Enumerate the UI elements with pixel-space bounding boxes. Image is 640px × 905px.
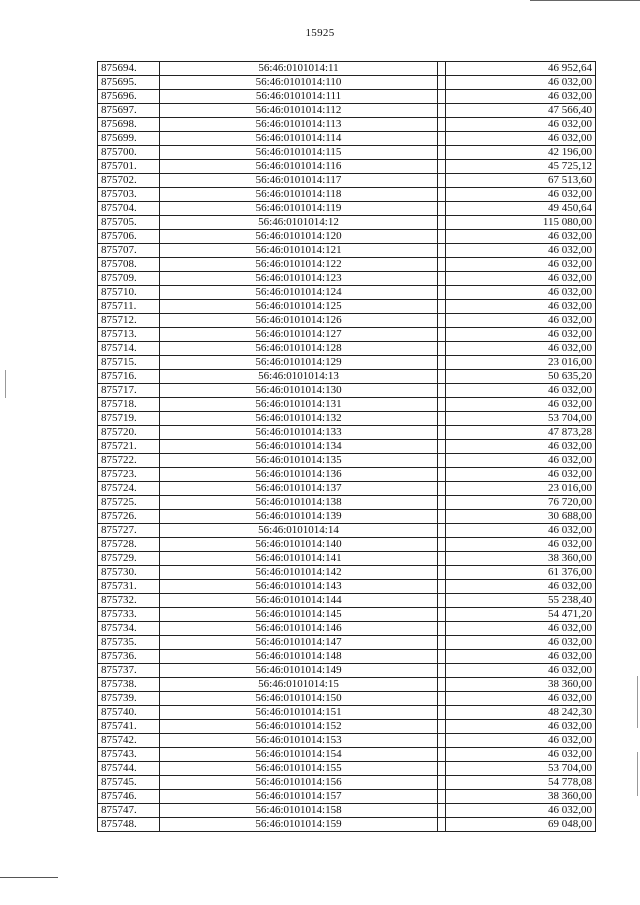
cadastral-value-cell: 47 873,28 [446,426,596,440]
cadastral-value-cell: 46 032,00 [446,286,596,300]
table-row [98,454,596,468]
row-number-cell: 875698. [98,118,160,132]
cadastral-value-cell: 46 032,00 [446,650,596,664]
row-number-cell: 875733. [98,608,160,622]
cadastral-number-cell: 56:46:0101014:151 [160,706,438,720]
row-number-cell: 875722. [98,454,160,468]
column-gap [438,580,446,594]
column-gap [438,664,446,678]
column-gap [438,776,446,790]
column-gap [438,510,446,524]
scan-margin-mark [5,370,6,398]
row-number-cell: 875744. [98,762,160,776]
cadastral-value-cell: 50 635,20 [446,370,596,384]
cadastral-value-cell: 46 032,00 [446,398,596,412]
column-gap [438,650,446,664]
table-row [98,230,596,244]
row-number-cell: 875697. [98,104,160,118]
row-number-cell: 875748. [98,818,160,832]
column-gap [438,356,446,370]
column-gap [438,146,446,160]
cadastral-number-cell: 56:46:0101014:130 [160,384,438,398]
column-gap [438,678,446,692]
cadastral-value-cell: 61 376,00 [446,566,596,580]
cadastral-value-cell: 38 360,00 [446,790,596,804]
table-row [98,258,596,272]
table-row [98,720,596,734]
column-gap [438,174,446,188]
cadastral-value-cell: 76 720,00 [446,496,596,510]
cadastral-value-cell: 45 725,12 [446,160,596,174]
row-number-cell: 875729. [98,552,160,566]
row-number-cell: 875745. [98,776,160,790]
cadastral-value-cell: 67 513,60 [446,174,596,188]
cadastral-number-cell: 56:46:0101014:158 [160,804,438,818]
column-gap [438,188,446,202]
row-number-cell: 875717. [98,384,160,398]
cadastral-value-cell: 46 032,00 [446,622,596,636]
cadastral-value-cell: 46 032,00 [446,244,596,258]
row-number-cell: 875726. [98,510,160,524]
cadastral-value-cell: 46 032,00 [446,692,596,706]
cadastral-number-cell: 56:46:0101014:111 [160,90,438,104]
table-row [98,566,596,580]
row-number-cell: 875708. [98,258,160,272]
column-gap [438,244,446,258]
column-gap [438,720,446,734]
table-body [98,62,596,832]
column-gap [438,524,446,538]
table-row [98,118,596,132]
row-number-cell: 875727. [98,524,160,538]
column-gap [438,76,446,90]
table-row [98,342,596,356]
table-row [98,510,596,524]
cadastral-value-cell: 46 032,00 [446,636,596,650]
column-gap [438,790,446,804]
cadastral-value-cell: 47 566,40 [446,104,596,118]
row-number-cell: 875719. [98,412,160,426]
table-row [98,160,596,174]
row-number-cell: 875703. [98,188,160,202]
row-number-cell: 875721. [98,440,160,454]
cadastral-value-cell: 46 032,00 [446,76,596,90]
cadastral-value-cell: 46 032,00 [446,300,596,314]
column-gap [438,230,446,244]
cadastral-number-cell: 56:46:0101014:127 [160,328,438,342]
column-gap [438,594,446,608]
table-row [98,272,596,286]
row-number-cell: 875702. [98,174,160,188]
cadastral-value-cell: 46 032,00 [446,272,596,286]
table-row [98,482,596,496]
cadastral-value-cell: 46 032,00 [446,328,596,342]
cadastral-number-cell: 56:46:0101014:13 [160,370,438,384]
table-row [98,412,596,426]
cadastral-number-cell: 56:46:0101014:159 [160,818,438,832]
column-gap [438,202,446,216]
column-gap [438,272,446,286]
cadastral-value-cell: 49 450,64 [446,202,596,216]
table-row [98,748,596,762]
cadastral-value-cell: 46 032,00 [446,118,596,132]
cadastral-number-cell: 56:46:0101014:129 [160,356,438,370]
cadastral-number-cell: 56:46:0101014:116 [160,160,438,174]
cadastral-number-cell: 56:46:0101014:155 [160,762,438,776]
cadastral-number-cell: 56:46:0101014:121 [160,244,438,258]
table-row [98,398,596,412]
column-gap [438,328,446,342]
cadastral-value-cell: 53 704,00 [446,412,596,426]
cadastral-value-cell: 46 032,00 [446,342,596,356]
row-number-cell: 875725. [98,496,160,510]
table-row [98,804,596,818]
column-gap [438,468,446,482]
cadastral-value-cell: 46 032,00 [446,468,596,482]
cadastral-number-cell: 56:46:0101014:147 [160,636,438,650]
table-row [98,762,596,776]
table-row [98,76,596,90]
row-number-cell: 875706. [98,230,160,244]
cadastral-number-cell: 56:46:0101014:132 [160,412,438,426]
column-gap [438,370,446,384]
cadastral-number-cell: 56:46:0101014:11 [160,62,438,76]
cadastral-number-cell: 56:46:0101014:135 [160,454,438,468]
row-number-cell: 875715. [98,356,160,370]
column-gap [438,440,446,454]
table-row [98,622,596,636]
row-number-cell: 875711. [98,300,160,314]
column-gap [438,384,446,398]
table-row [98,580,596,594]
column-gap [438,300,446,314]
column-gap [438,132,446,146]
cadastral-number-cell: 56:46:0101014:152 [160,720,438,734]
table-row [98,734,596,748]
cadastral-value-cell: 23 016,00 [446,356,596,370]
cadastral-number-cell: 56:46:0101014:146 [160,622,438,636]
column-gap [438,90,446,104]
column-gap [438,342,446,356]
cadastral-value-cell: 46 032,00 [446,580,596,594]
column-gap [438,314,446,328]
table-row [98,132,596,146]
cadastral-value-cell: 54 471,20 [446,608,596,622]
table-row [98,356,596,370]
table-row [98,650,596,664]
cadastral-number-cell: 56:46:0101014:118 [160,188,438,202]
column-gap [438,482,446,496]
table-row [98,692,596,706]
row-number-cell: 875712. [98,314,160,328]
table-row [98,174,596,188]
cadastral-value-cell: 46 032,00 [446,188,596,202]
cadastral-number-cell: 56:46:0101014:136 [160,468,438,482]
row-number-cell: 875704. [98,202,160,216]
row-number-cell: 875731. [98,580,160,594]
row-number-cell: 875713. [98,328,160,342]
top-edge-line [530,0,640,1]
cadastral-value-table [97,61,596,832]
table-row [98,706,596,720]
cadastral-value-cell: 38 360,00 [446,552,596,566]
cadastral-number-cell: 56:46:0101014:12 [160,216,438,230]
column-gap [438,286,446,300]
cadastral-number-cell: 56:46:0101014:14 [160,524,438,538]
table-row [98,202,596,216]
cadastral-value-cell: 46 032,00 [446,454,596,468]
column-gap [438,104,446,118]
column-gap [438,258,446,272]
row-number-cell: 875700. [98,146,160,160]
column-gap [438,818,446,832]
cadastral-number-cell: 56:46:0101014:140 [160,538,438,552]
column-gap [438,566,446,580]
column-gap [438,118,446,132]
cadastral-value-cell: 30 688,00 [446,510,596,524]
table-row [98,90,596,104]
cadastral-value-cell: 54 778,08 [446,776,596,790]
column-gap [438,398,446,412]
row-number-cell: 875732. [98,594,160,608]
row-number-cell: 875701. [98,160,160,174]
table-row [98,664,596,678]
column-gap [438,636,446,650]
cadastral-number-cell: 56:46:0101014:112 [160,104,438,118]
table-row [98,146,596,160]
cadastral-number-cell: 56:46:0101014:141 [160,552,438,566]
row-number-cell: 875694. [98,62,160,76]
table-row [98,370,596,384]
cadastral-number-cell: 56:46:0101014:145 [160,608,438,622]
table-row [98,286,596,300]
table-row [98,636,596,650]
row-number-cell: 875741. [98,720,160,734]
cadastral-number-cell: 56:46:0101014:149 [160,664,438,678]
row-number-cell: 875724. [98,482,160,496]
row-number-cell: 875695. [98,76,160,90]
cadastral-number-cell: 56:46:0101014:117 [160,174,438,188]
cadastral-value-cell: 53 704,00 [446,762,596,776]
table-row [98,216,596,230]
cadastral-value-cell: 46 032,00 [446,440,596,454]
row-number-cell: 875747. [98,804,160,818]
row-number-cell: 875709. [98,272,160,286]
cadastral-value-cell: 46 032,00 [446,384,596,398]
row-number-cell: 875738. [98,678,160,692]
column-gap [438,496,446,510]
table-row [98,62,596,76]
cadastral-value-cell: 115 080,00 [446,216,596,230]
column-gap [438,692,446,706]
table-row [98,790,596,804]
column-gap [438,734,446,748]
row-number-cell: 875743. [98,748,160,762]
cadastral-value-cell: 46 032,00 [446,524,596,538]
table-row [98,538,596,552]
row-number-cell: 875710. [98,286,160,300]
column-gap [438,454,446,468]
cadastral-number-cell: 56:46:0101014:123 [160,272,438,286]
cadastral-number-cell: 56:46:0101014:144 [160,594,438,608]
column-gap [438,552,446,566]
column-gap [438,706,446,720]
cadastral-number-cell: 56:46:0101014:131 [160,398,438,412]
table-row [98,188,596,202]
table-row [98,594,596,608]
cadastral-number-cell: 56:46:0101014:137 [160,482,438,496]
cadastral-number-cell: 56:46:0101014:156 [160,776,438,790]
table-row [98,300,596,314]
scan-margin-mark [637,676,638,728]
table-row [98,678,596,692]
cadastral-value-cell: 46 032,00 [446,314,596,328]
cadastral-value-cell: 46 032,00 [446,748,596,762]
table-row [98,384,596,398]
cadastral-number-cell: 56:46:0101014:126 [160,314,438,328]
cadastral-number-cell: 56:46:0101014:153 [160,734,438,748]
cadastral-value-cell: 46 952,64 [446,62,596,76]
table-row [98,818,596,832]
cadastral-number-cell: 56:46:0101014:119 [160,202,438,216]
column-gap [438,804,446,818]
column-gap [438,622,446,636]
column-gap [438,216,446,230]
cadastral-number-cell: 56:46:0101014:110 [160,76,438,90]
column-gap [438,608,446,622]
cadastral-number-cell: 56:46:0101014:148 [160,650,438,664]
cadastral-value-cell: 55 238,40 [446,594,596,608]
table-row [98,440,596,454]
cadastral-number-cell: 56:46:0101014:113 [160,118,438,132]
row-number-cell: 875716. [98,370,160,384]
cadastral-value-cell: 46 032,00 [446,538,596,552]
cadastral-value-cell: 23 016,00 [446,482,596,496]
cadastral-number-cell: 56:46:0101014:125 [160,300,438,314]
cadastral-value-cell: 46 032,00 [446,734,596,748]
cadastral-value-cell: 46 032,00 [446,804,596,818]
row-number-cell: 875728. [98,538,160,552]
row-number-cell: 875737. [98,664,160,678]
cadastral-value-cell: 42 196,00 [446,146,596,160]
column-gap [438,62,446,76]
row-number-cell: 875718. [98,398,160,412]
row-number-cell: 875742. [98,734,160,748]
cadastral-value-cell: 46 032,00 [446,664,596,678]
cadastral-number-cell: 56:46:0101014:139 [160,510,438,524]
cadastral-number-cell: 56:46:0101014:15 [160,678,438,692]
row-number-cell: 875707. [98,244,160,258]
column-gap [438,762,446,776]
table-row [98,104,596,118]
row-number-cell: 875746. [98,790,160,804]
table-row [98,244,596,258]
row-number-cell: 875735. [98,636,160,650]
cadastral-number-cell: 56:46:0101014:133 [160,426,438,440]
cadastral-number-cell: 56:46:0101014:154 [160,748,438,762]
bottom-edge-line [0,877,58,878]
cadastral-number-cell: 56:46:0101014:114 [160,132,438,146]
table-row [98,426,596,440]
table-row [98,776,596,790]
cadastral-number-cell: 56:46:0101014:128 [160,342,438,356]
row-number-cell: 875740. [98,706,160,720]
table-row [98,608,596,622]
row-number-cell: 875696. [98,90,160,104]
table-row [98,468,596,482]
column-gap [438,412,446,426]
cadastral-number-cell: 56:46:0101014:138 [160,496,438,510]
cadastral-number-cell: 56:46:0101014:142 [160,566,438,580]
cadastral-number-cell: 56:46:0101014:150 [160,692,438,706]
cadastral-number-cell: 56:46:0101014:134 [160,440,438,454]
cadastral-value-cell: 46 032,00 [446,720,596,734]
row-number-cell: 875705. [98,216,160,230]
page-number: 15925 [305,27,335,39]
row-number-cell: 875730. [98,566,160,580]
column-gap [438,160,446,174]
table-row [98,314,596,328]
column-gap [438,748,446,762]
cadastral-value-cell: 46 032,00 [446,258,596,272]
cadastral-number-cell: 56:46:0101014:122 [160,258,438,272]
row-number-cell: 875723. [98,468,160,482]
table-row [98,552,596,566]
row-number-cell: 875714. [98,342,160,356]
cadastral-value-cell: 46 032,00 [446,132,596,146]
cadastral-value-cell: 46 032,00 [446,90,596,104]
cadastral-number-cell: 56:46:0101014:124 [160,286,438,300]
table-row [98,524,596,538]
cadastral-number-cell: 56:46:0101014:157 [160,790,438,804]
row-number-cell: 875699. [98,132,160,146]
cadastral-value-cell: 69 048,00 [446,818,596,832]
cadastral-number-cell: 56:46:0101014:143 [160,580,438,594]
cadastral-value-cell: 48 242,30 [446,706,596,720]
cadastral-number-cell: 56:46:0101014:115 [160,146,438,160]
scan-margin-mark [637,752,638,796]
cadastral-value-cell: 46 032,00 [446,230,596,244]
cadastral-number-cell: 56:46:0101014:120 [160,230,438,244]
row-number-cell: 875720. [98,426,160,440]
row-number-cell: 875734. [98,622,160,636]
table-row [98,328,596,342]
column-gap [438,426,446,440]
row-number-cell: 875736. [98,650,160,664]
row-number-cell: 875739. [98,692,160,706]
cadastral-value-cell: 38 360,00 [446,678,596,692]
column-gap [438,538,446,552]
table-row [98,496,596,510]
